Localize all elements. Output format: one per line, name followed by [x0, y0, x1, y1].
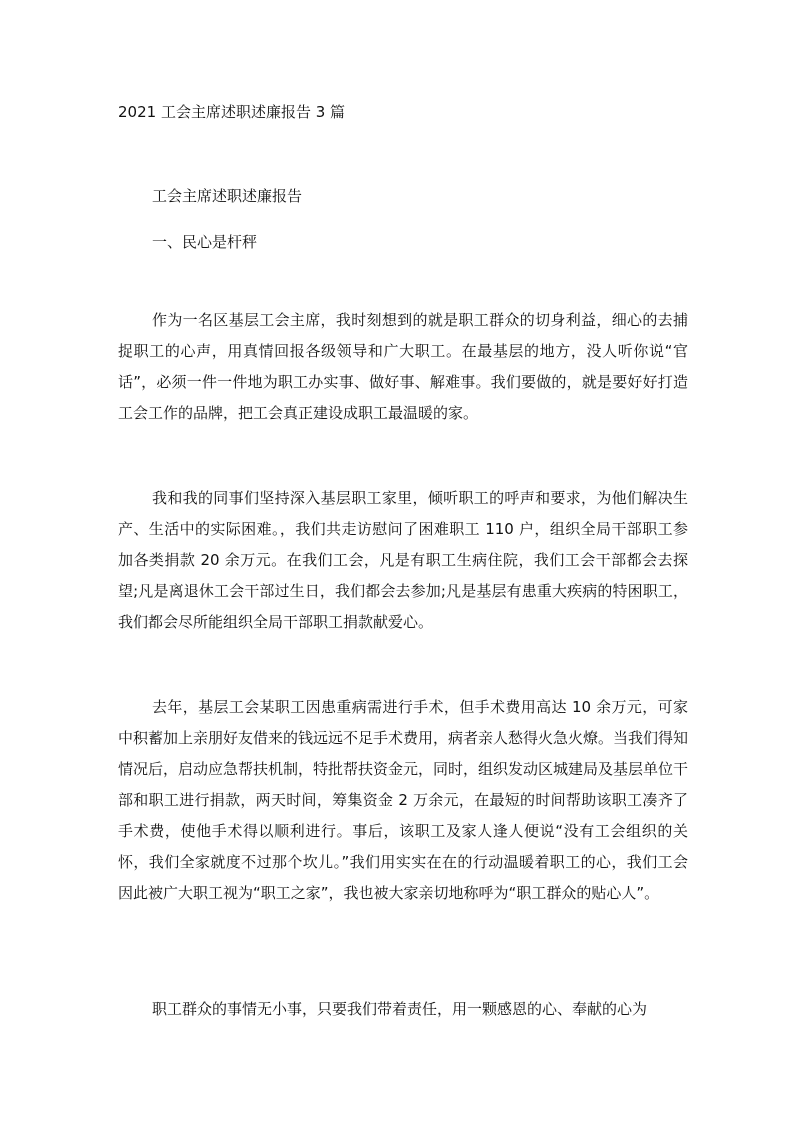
document-title: 2021 工会主席述职述廉报告 3 篇	[118, 103, 346, 121]
paragraph-1: 作为一名区基层工会主席，我时刻想到的就是职工群众的切身利益，细心的去捕捉职工的心声，用真情回报各级领导和广大职工。在最基层的地方，没人听你说“官话”，必须一件一件地为职工办实事、做好事、解难事。我们要做的，就是要好好打造工会工作的品牌，把工会真正建设成职工最温暖的家。	[118, 311, 688, 422]
section-heading: 一、民心是杆秤	[152, 233, 258, 251]
paragraph-2: 我和我的同事们坚持深入基层职工家里，倾听职工的呼声和要求，为他们解决生产、生活中的实际困难。，我们共走访慰问了困难职工 110 户，组织全局干部职工参加各类捐款 20 余万元。在我们工会，凡是有职工生病住院，我们工会干部都会去探望;凡是离退休工会干部过生日，我们都会去参加;凡是基层有患重大疾病的特困职工，我们都会尽所能组织全局干部职工捐款献爱心。	[118, 489, 688, 631]
paragraph-3: 去年，基层工会某职工因患重病需进行手术，但手术费用高达 10 余万元，可家中积蓄加上亲朋好友借来的钱远远不足手术费用，病者亲人愁得火急火燎。当我们得知情况后，启动应急帮扶机制，特批帮扶资金元，同时，组织发动区城建局及基层单位干部和职工进行捐款，两天时间，筹集资金 2 万余元，在最短的时间帮助该职工凑齐了手术费，使他手术得以顺利进行。事后，该职工及家人逢人便说“没有工会组织的关怀，我们全家就度不过那个坎儿。”我们用实实在在的行动温暖着职工的心，我们工会因此被广大职工视为“职工之家”，我也被大家亲切地称呼为“职工群众的贴心人”。	[118, 698, 689, 902]
paragraph-4: 职工群众的事情无小事，只要我们带着责任，用一颗感恩的心、奉献的心为	[152, 1000, 648, 1018]
report-heading: 工会主席述职述廉报告	[152, 187, 303, 205]
